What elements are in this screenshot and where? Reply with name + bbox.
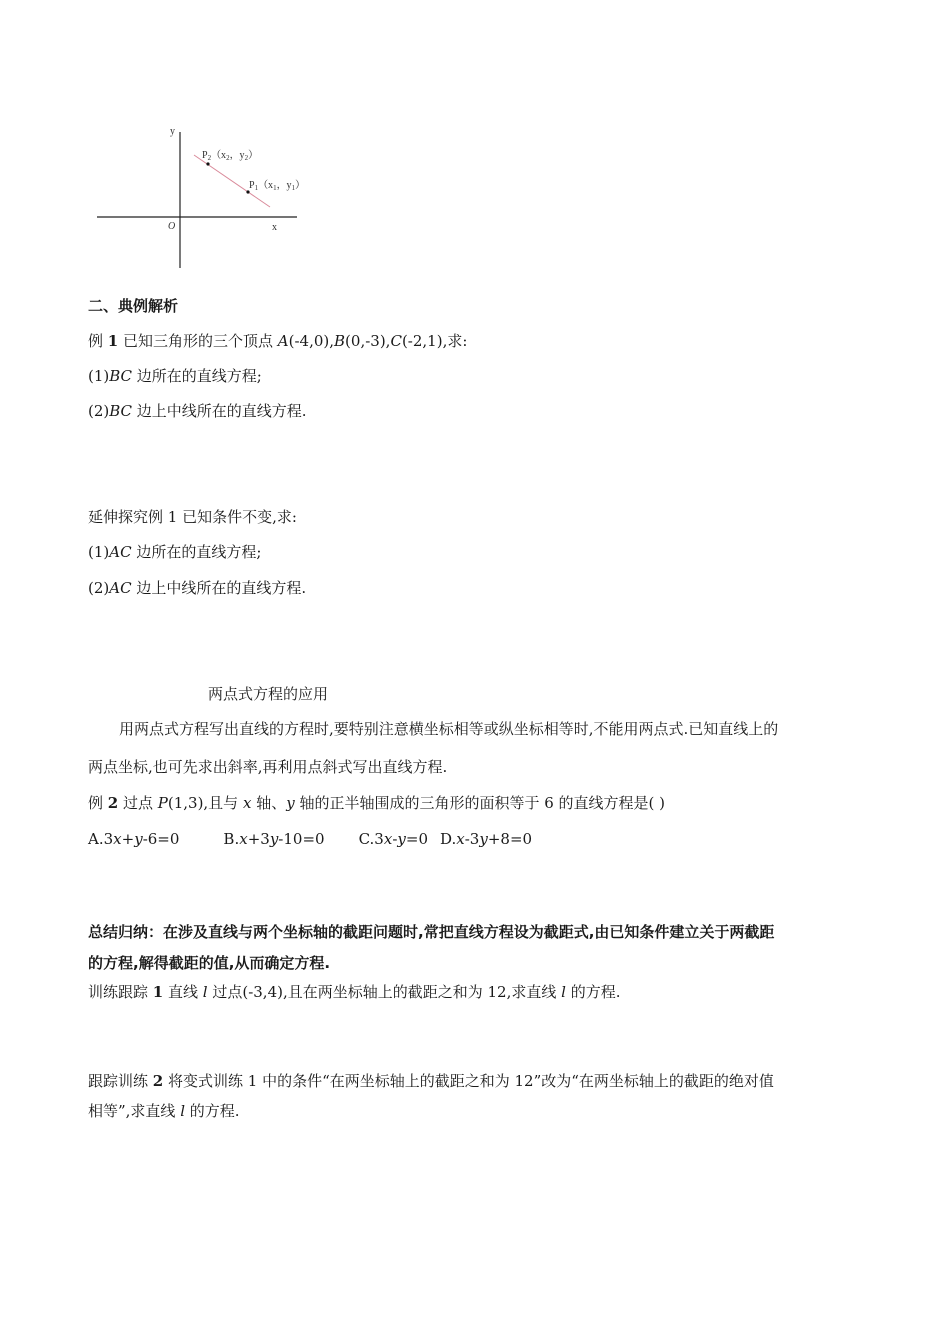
- example-1-question-2: (2)BC 边上中线所在的直线方程.: [88, 402, 307, 420]
- y-axis-label: y: [170, 126, 175, 137]
- example-1-question-1: (1)BC 边所在的直线方程;: [88, 367, 262, 385]
- summary-line-2: 的方程,解得截距的值,从而确定方程.: [88, 954, 331, 972]
- x-axis-label: x: [272, 222, 277, 233]
- training-2-line-2: 相等”,求直线 l 的方程.: [88, 1102, 240, 1120]
- training-2-line-1: 跟踪训练 2 将变式训练 1 中的条件“在两坐标轴上的截距之和为 12”改为“在两坐标轴上的截距的绝对值: [88, 1072, 774, 1090]
- note-title: 两点式方程的应用: [208, 685, 329, 703]
- extension-question-2: (2)AC 边上中线所在的直线方程.: [88, 579, 307, 597]
- option-b: B.x+3y-10=0: [223, 830, 325, 848]
- extension-intro: 延伸探究例 1 已知条件不变,求:: [88, 508, 297, 526]
- coordinate-figure: [92, 120, 312, 275]
- option-d: D.x-3y+8=0: [440, 830, 533, 848]
- note-line-1: 用两点式方程写出直线的方程时,要特别注意横坐标相等或纵坐标相等时,不能用两点式.已知直线上的: [119, 720, 779, 738]
- example-2-statement: 例 2 过点 P(1,3),且与 x 轴、y 轴的正半轴围成的三角形的面积等于 6 的直线方程是( ): [88, 794, 666, 812]
- example-2-options: [88, 829, 532, 849]
- extension-question-1: (1)AC 边所在的直线方程;: [88, 543, 262, 561]
- note-line-2: 两点坐标,也可先求出斜率,再利用点斜式写出直线方程.: [88, 758, 448, 776]
- point-p2: [206, 162, 209, 165]
- origin-label: O: [168, 221, 176, 232]
- p1-label: $P_1(x_1$，$y_1$）: [249, 180, 306, 192]
- option-a: A.3x+y-6=0: [88, 830, 180, 848]
- option-c: C.3x-y=0: [358, 830, 428, 848]
- training-1: 训练跟踪 1 直线 l 过点(-3,4),且在两坐标轴上的截距之和为 12,求直线 l 的方程.: [88, 983, 621, 1001]
- p2-label: $P_2(x_2$，$y_2$）: [202, 150, 259, 162]
- summary-line-1: 总结归纳：在涉及直线与两个坐标轴的截距问题时,常把直线方程设为截距式,由已知条件建立关于两截距: [88, 923, 775, 941]
- example-1-statement: 例 1 已知三角形的三个顶点 A(-4,0),B(0,-3),C(-2,1),求:: [88, 332, 468, 350]
- section-title: 二、典例解析: [88, 297, 179, 315]
